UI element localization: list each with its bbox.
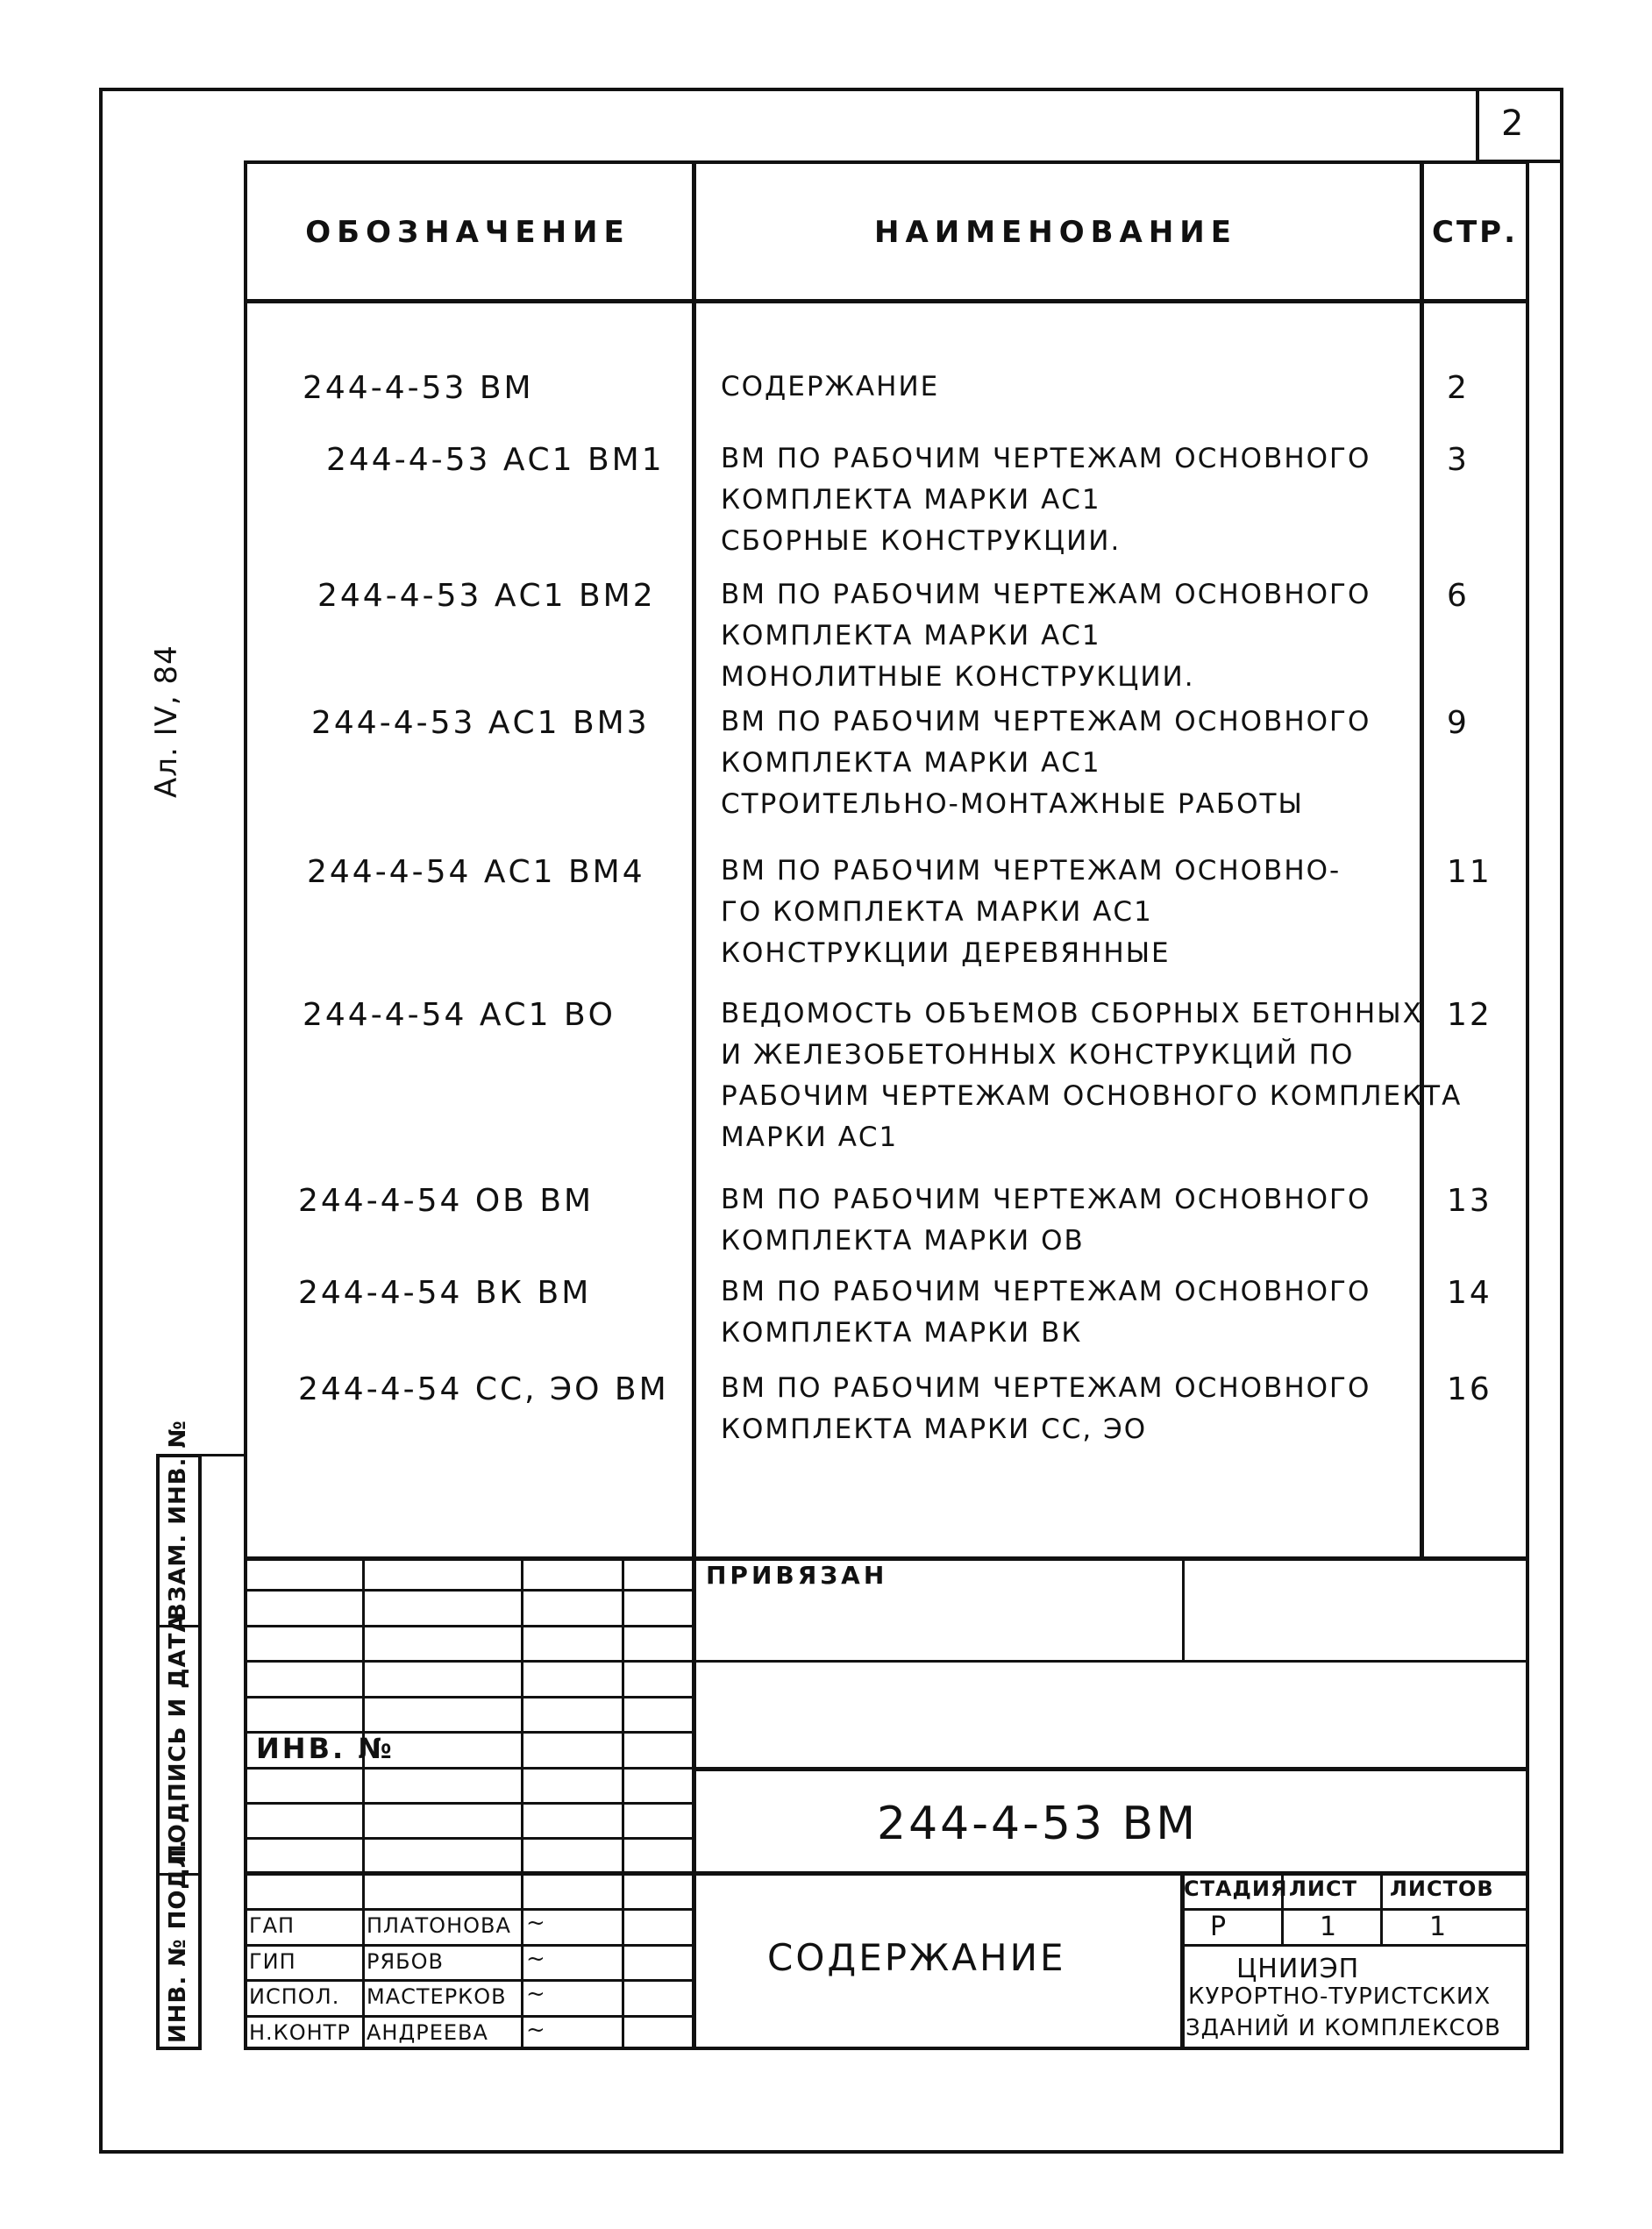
entry-name-line: СБОРНЫЕ КОНСТРУКЦИИ. [721, 525, 1122, 557]
entry-page: 16 [1447, 1371, 1492, 1407]
org-name-1: ЦНИИЭП [1236, 1954, 1360, 1984]
entry-name-line: КОМПЛЕКТА МАРКИ ВК [721, 1317, 1083, 1349]
org-name-3: ЗДАНИЙ И КОМПЛЕКСОВ [1186, 2015, 1501, 2041]
entry-name-line: ВМ ПО РАБОЧИМ ЧЕРТЕЖАМ ОСНОВНОГО [721, 1372, 1371, 1404]
entry-name-line: ВЕДОМОСТЬ ОБЪЕМОВ СБОРНЫХ БЕТОННЫХ [721, 998, 1423, 1029]
entry-name-line: ВМ ПО РАБОЧИМ ЧЕРТЕЖАМ ОСНОВНО- [721, 855, 1342, 887]
entry-name-line: КОМПЛЕКТА МАРКИ АС1 [721, 484, 1101, 516]
entry-name-line: КОМПЛЕКТА МАРКИ СС, ЭО [721, 1414, 1148, 1445]
stage-value: Р [1210, 1912, 1228, 1942]
sheets-value: 1 [1429, 1912, 1448, 1942]
sheet-number: 2 [1501, 103, 1524, 144]
staff-role: Н.КОНТР [249, 2019, 351, 2045]
inv-no-label: ИНВ. № [256, 1732, 395, 1765]
grid-line [244, 1696, 693, 1698]
entry-name-line: ВМ ПО РАБОЧИМ ЧЕРТЕЖАМ ОСНОВНОГО [721, 579, 1371, 610]
grid-line [1182, 1556, 1185, 1660]
header-name: НАИМЕНОВАНИЕ [873, 215, 1237, 250]
staff-role: ГИП [249, 1948, 296, 1974]
entry-name [721, 1271, 1371, 1354]
entry-name-line: КОНСТРУКЦИИ ДЕРЕВЯННЫЕ [721, 937, 1171, 969]
entry-name-line: И ЖЕЛЕЗОБЕТОННЫХ КОНСТРУКЦИЙ ПО [721, 1039, 1355, 1071]
entry-name-line: МОНОЛИТНЫЕ КОНСТРУКЦИИ. [721, 661, 1195, 693]
staff-name: МАСТЕРКОВ [367, 1984, 507, 2009]
entry-page: 12 [1447, 997, 1492, 1033]
entry-name-line: СТРОИТЕЛЬНО-МОНТАЖНЫЕ РАБОТЫ [721, 788, 1304, 820]
entry-name-line: ВМ ПО РАБОЧИМ ЧЕРТЕЖАМ ОСНОВНОГО [721, 443, 1371, 474]
grid-line [1182, 1944, 1529, 1947]
entry-code: 244-4-53 АС1 ВМ3 [311, 705, 650, 741]
stage-label: СТАДИЯ [1184, 1876, 1288, 1901]
org-name-2: КУРОРТНО-ТУРИСТСКИХ [1188, 1983, 1492, 2010]
staff-signature: ~ [526, 2016, 546, 2043]
staff-role: ИСПОЛ. [249, 1984, 340, 2009]
entry-page: 2 [1447, 370, 1470, 406]
col-divider-2 [1420, 160, 1424, 1558]
grid-line [521, 1556, 523, 2050]
entry-name-line: ГО КОМПЛЕКТА МАРКИ АС1 [721, 896, 1153, 928]
entry-name-line: ВМ ПО РАБОЧИМ ЧЕРТЕЖАМ ОСНОВНОГО [721, 1184, 1371, 1215]
entry-code: 244-4-53 АС1 ВМ1 [326, 442, 665, 478]
sheet-value: 1 [1320, 1912, 1338, 1942]
grid-line [244, 1837, 693, 1840]
entry-name-line: СОДЕРЖАНИЕ [721, 371, 940, 402]
header-divider [244, 299, 1529, 303]
sheets-label: ЛИСТОВ [1390, 1876, 1494, 1901]
grid-line [362, 1556, 365, 2050]
grid-line [244, 1871, 1529, 1876]
entry-name [721, 367, 939, 408]
privyazan-label: ПРИВЯЗАН [706, 1561, 888, 1590]
entry-name-line: ВМ ПО РАБОЧИМ ЧЕРТЕЖАМ ОСНОВНОГО [721, 706, 1371, 737]
grid-line [244, 2015, 693, 2018]
document-designation: 244-4-53 ВМ [877, 1798, 1199, 1850]
entry-name [721, 851, 1341, 974]
grid-line [244, 1625, 693, 1627]
stamp-inv-orig: ИНВ. № ПОДЛ. [165, 1838, 191, 2043]
entry-name [721, 574, 1371, 698]
entry-name-line: МАРКИ АС1 [721, 1122, 899, 1153]
header-page: СТР. [1432, 215, 1518, 250]
entry-name [721, 993, 1462, 1158]
staff-role: ГАП [249, 1913, 296, 1938]
grid-line [244, 1589, 693, 1592]
entry-page: 3 [1447, 442, 1470, 478]
entry-name [721, 1179, 1371, 1262]
entry-page: 13 [1447, 1183, 1492, 1219]
entry-name-line: КОМПЛЕКТА МАРКИ АС1 [721, 747, 1101, 779]
grid-line [244, 1802, 693, 1805]
grid-line [622, 1556, 624, 2050]
entry-page: 9 [1447, 705, 1470, 741]
staff-name: АНДРЕЕВА [367, 2019, 488, 2045]
staff-signature: ~ [526, 1910, 546, 1936]
side-note: Ал. IV, 84 [149, 644, 184, 798]
entry-name [721, 1368, 1371, 1450]
entry-page: 6 [1447, 578, 1470, 614]
entry-name-line: КОМПЛЕКТА МАРКИ АС1 [721, 620, 1101, 652]
grid-line [693, 1660, 1529, 1663]
sheet-label: ЛИСТ [1289, 1876, 1358, 1901]
staff-name: ПЛАТОНОВА [367, 1913, 511, 1938]
grid-line [244, 1660, 693, 1663]
entry-name-line: КОМПЛЕКТА МАРКИ ОВ [721, 1225, 1085, 1257]
grid-line [244, 1767, 693, 1770]
grid-line [244, 1944, 693, 1947]
entry-name [721, 701, 1371, 825]
grid-line [1380, 1873, 1383, 1944]
grid-line [693, 1767, 1529, 1771]
stamp-signature-date: ПОДПИСЬ И ДАТА [165, 1613, 191, 1863]
entry-name-line: РАБОЧИМ ЧЕРТЕЖАМ ОСНОВНОГО КОМПЛЕКТА [721, 1080, 1463, 1112]
entry-code: 244-4-53 АС1 ВМ2 [317, 578, 656, 614]
sheet-title: СОДЕРЖАНИЕ [767, 1936, 1066, 1979]
stamp-top-line [202, 1454, 246, 1456]
entry-page: 14 [1447, 1275, 1492, 1311]
entry-code: 244-4-54 ОВ ВМ [298, 1183, 595, 1219]
entry-code: 244-4-54 АС1 ВМ4 [307, 854, 645, 890]
grid-line [1182, 1908, 1529, 1911]
grid-line [244, 1979, 693, 1982]
header-designation: ОБОЗНАЧЕНИЕ [305, 215, 630, 250]
entry-code: 244-4-54 ВК ВМ [298, 1275, 592, 1311]
entry-name [721, 438, 1371, 562]
staff-signature: ~ [526, 1981, 546, 2007]
entry-code: 244-4-54 АС1 ВО [303, 997, 616, 1033]
entry-code: 244-4-54 СС, ЭО ВМ [298, 1371, 669, 1407]
entry-name-line: ВМ ПО РАБОЧИМ ЧЕРТЕЖАМ ОСНОВНОГО [721, 1276, 1371, 1307]
stamp-replace-inv: ВЗАМ. ИНВ. № [165, 1420, 191, 1620]
entry-page: 11 [1447, 854, 1492, 890]
staff-name: РЯБОВ [367, 1948, 444, 1974]
grid-line [244, 1908, 693, 1911]
staff-signature: ~ [526, 1945, 546, 1972]
entry-code: 244-4-53 ВМ [303, 370, 534, 406]
